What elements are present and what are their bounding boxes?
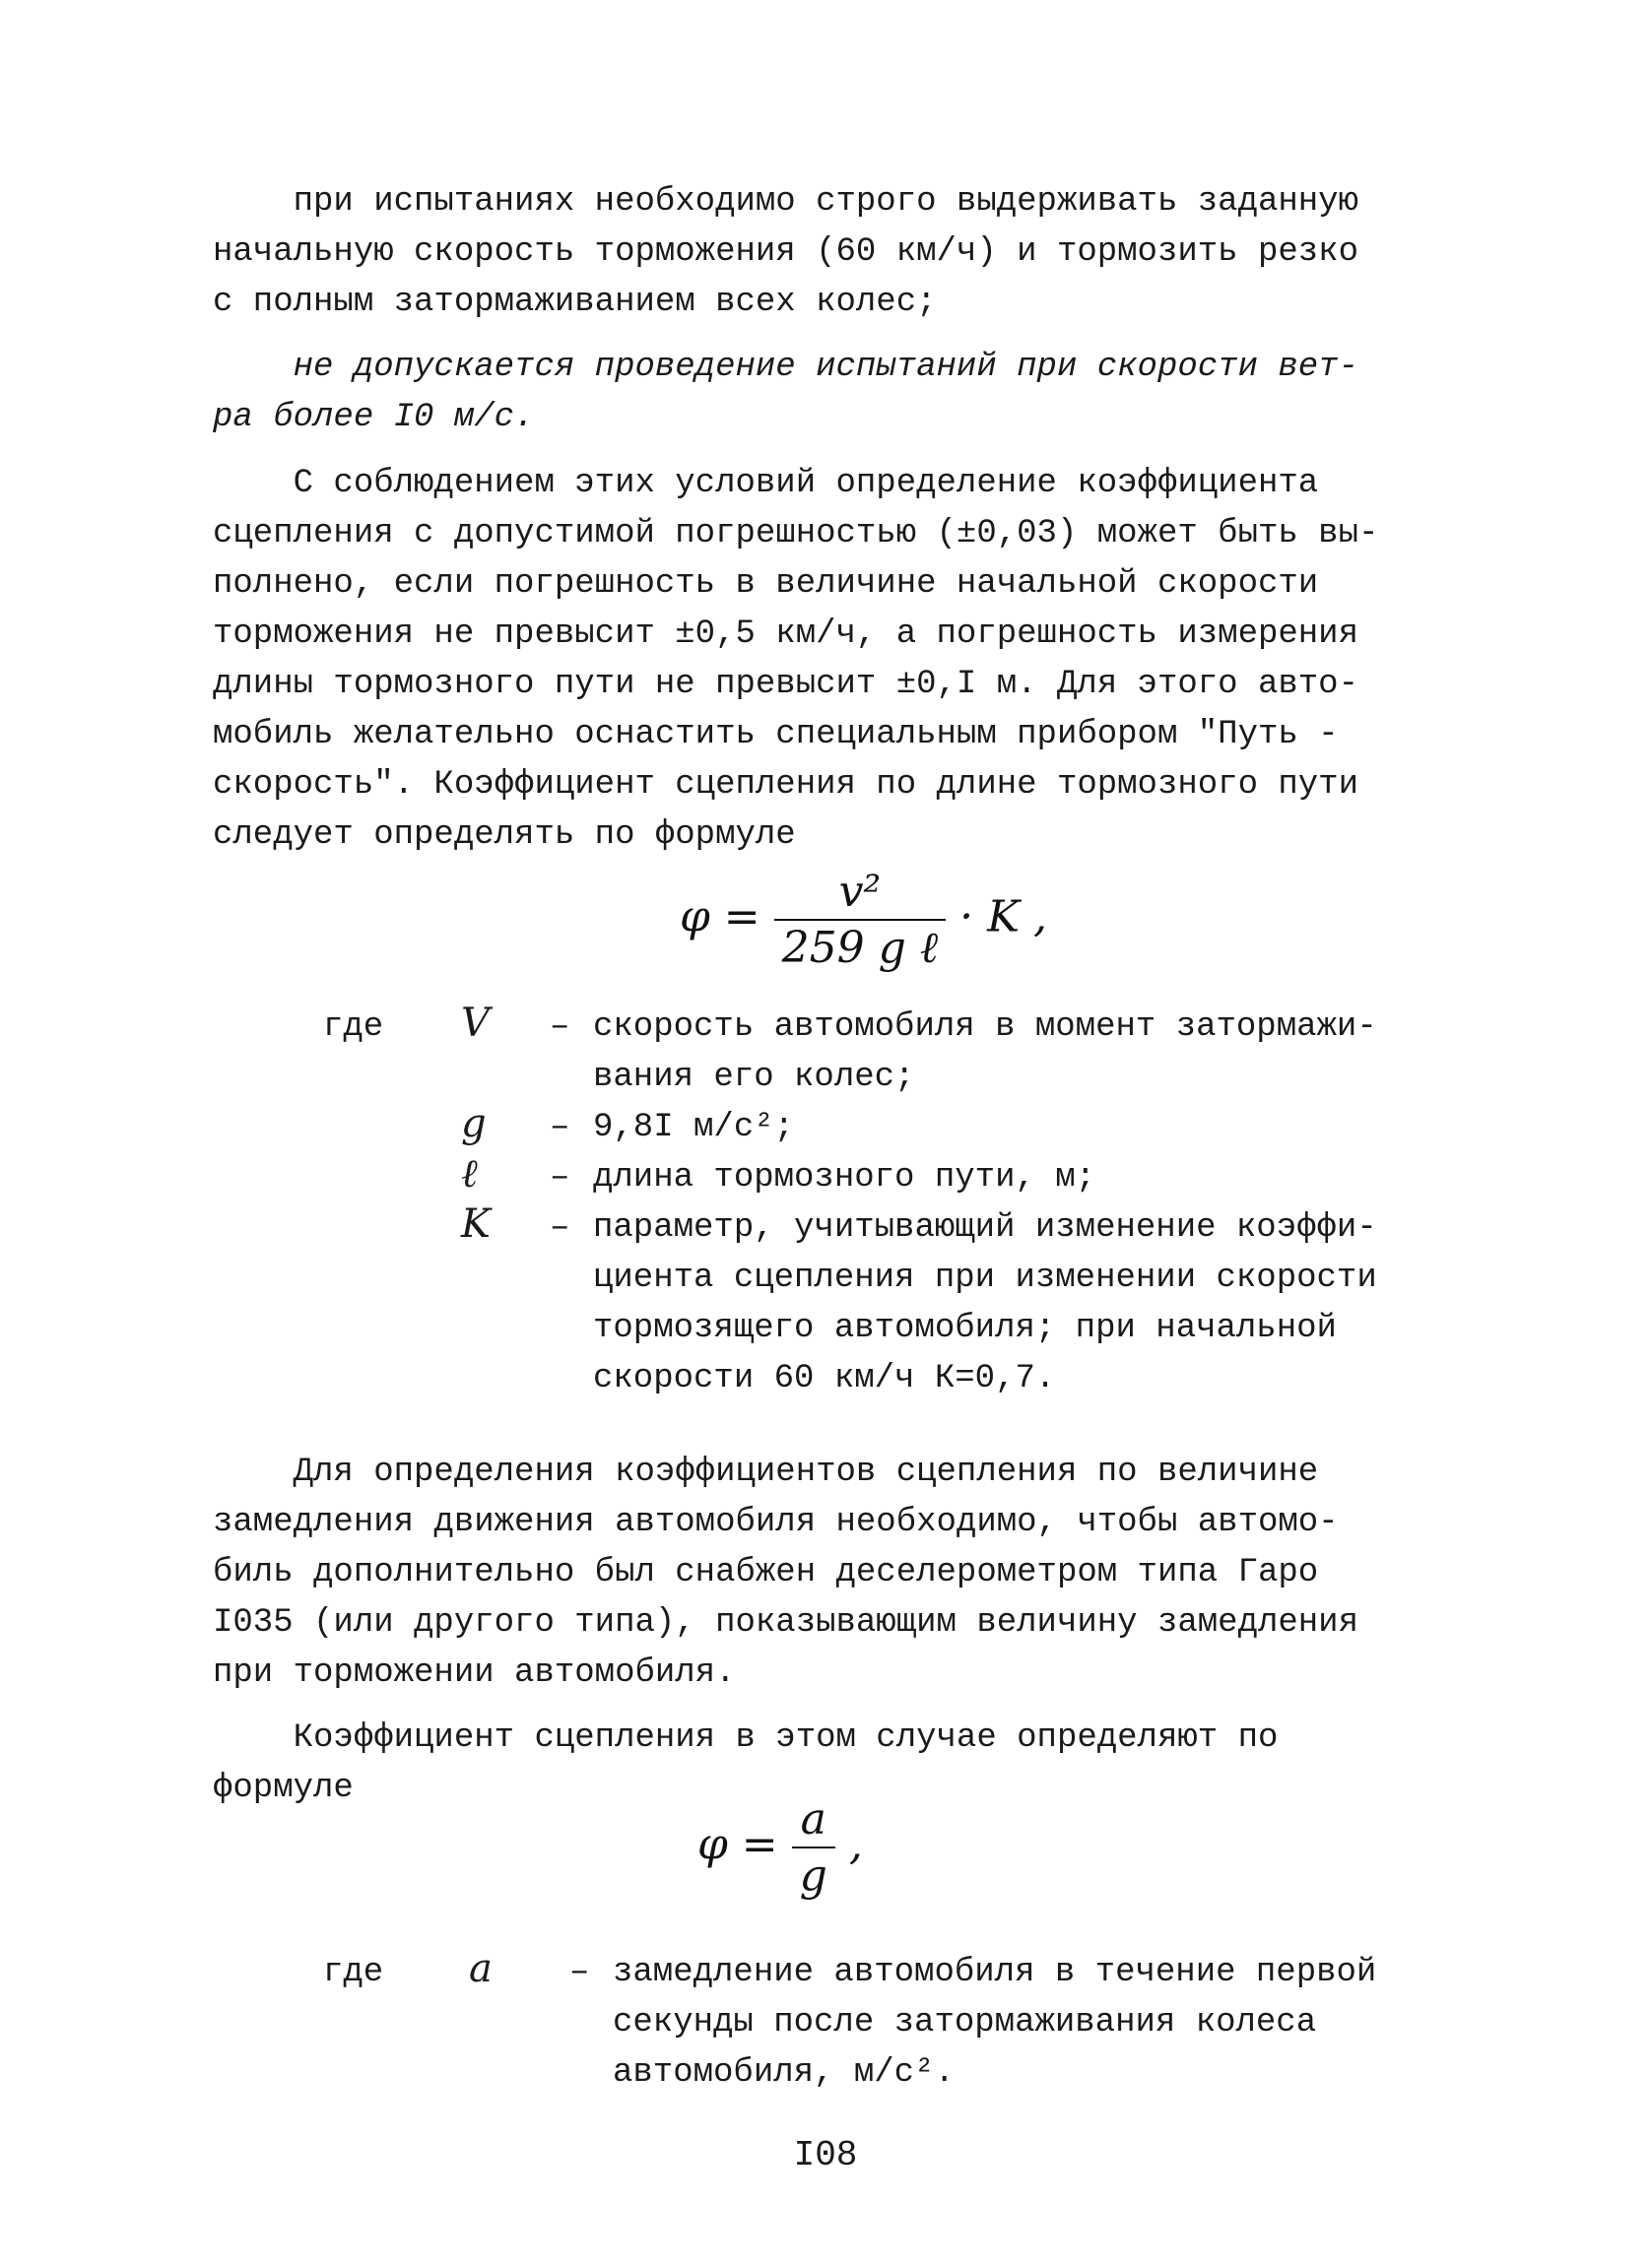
definition-line: секунды после затормаживания колеса [613,2004,1317,2041]
paragraph-accuracy [213,459,1434,861]
symbol-v: V [461,1001,490,1046]
paragraph-wind-limit [213,343,1434,443]
formula-lhs: φ = [680,891,760,942]
text-line: не допускается проведение испытаний при скорости вет- [213,349,1358,386]
definition-line: длина тормозного пути, м; [593,1159,1096,1197]
formula-numerator: v² [774,867,946,921]
dash: – [550,1159,570,1197]
text-line: биль дополнительно был снабжен деселерометром типа Гаро [213,1554,1319,1591]
text-line: полнено, если погрешность в величине начальной скорости [213,565,1319,603]
paragraph-decelerometer [213,1448,1434,1699]
text-line: Для определения коэффициентов сцепления по величине [213,1454,1319,1491]
text-line: сцепления с допустимой погрешностью (±0,03) может быть вы- [213,515,1379,552]
symbol-g: g [461,1101,487,1146]
definition-line: параметр, учитывающий изменение коэффи- [593,1209,1377,1247]
dash: – [550,1209,570,1247]
text-line: при торможении автомобиля. [213,1654,736,1692]
paragraph-test-conditions [213,177,1434,328]
formula-numerator: a [792,1794,835,1848]
formula-tail: , [848,1819,863,1870]
symbol-l: ℓ [461,1151,478,1197]
definition-line: 9,8I м/с²; [593,1109,795,1146]
formula-fraction [774,867,946,973]
text-line: скорость". Коэффициент сцепления по длине тормозного пути [213,766,1358,804]
definition-line: автомобиля, м/с². [613,2054,955,2092]
formula-lhs: φ = [697,1819,778,1870]
text-line: замедления движения автомобиля необходимо, чтобы автомо- [213,1504,1339,1541]
symbol-a: a [469,1946,493,1991]
symbol-k: K [461,1201,491,1247]
where-word: где [323,1008,384,1046]
text-line: следует определять по формуле [213,816,796,854]
formula-denominator: 259 g ℓ [781,923,939,973]
formula-braking-distance [680,867,1047,973]
dash: – [569,1954,590,1991]
definition-line: тормозящего автомобиля; при начальной [593,1310,1337,1347]
text-line: Коэффициент сцепления в этом случае определяют по [213,1719,1279,1757]
where-word: где [323,1954,384,1991]
formula-fraction [792,1794,835,1901]
page-number: I08 [793,2135,858,2175]
text-line: начальную скорость торможения (60 км/ч) и тормозить резко [213,233,1358,271]
definition-line: скорость автомобиля в момент затормажи- [593,1008,1377,1046]
text-line: ра более I0 м/с. [213,399,535,436]
formula-tail: · K , [959,891,1047,942]
dash: – [550,1008,570,1046]
formula-denominator: g [799,1850,827,1901]
definition-line: вания его колес; [593,1059,915,1096]
text-line: с полным затормаживанием всех колес; [213,284,937,321]
text-line: длины тормозного пути не превысит ±0,I м. Для этого авто- [213,666,1358,703]
formula-deceleration [697,1794,863,1901]
text-line: С соблюдением этих условий определение коэффициента [213,465,1319,502]
text-line: при испытаниях необходимо строго выдерживать заданную [213,183,1358,221]
definition-line: циента сцепления при изменении скорости [593,1260,1377,1297]
text-line: мобиль желательно оснастить специальным прибором "Путь - [213,716,1339,753]
dash: – [550,1109,570,1146]
definition-line: замедление автомобиля в течение первой [613,1954,1377,1991]
text-line: формуле [213,1770,354,1807]
text-line: торможения не превысит ±0,5 км/ч, а погрешность измерения [213,616,1358,653]
text-line: I035 (или другого типа), показывающим величину замедления [213,1604,1358,1642]
definition-line: скорости 60 км/ч К=0,7. [593,1360,1056,1397]
